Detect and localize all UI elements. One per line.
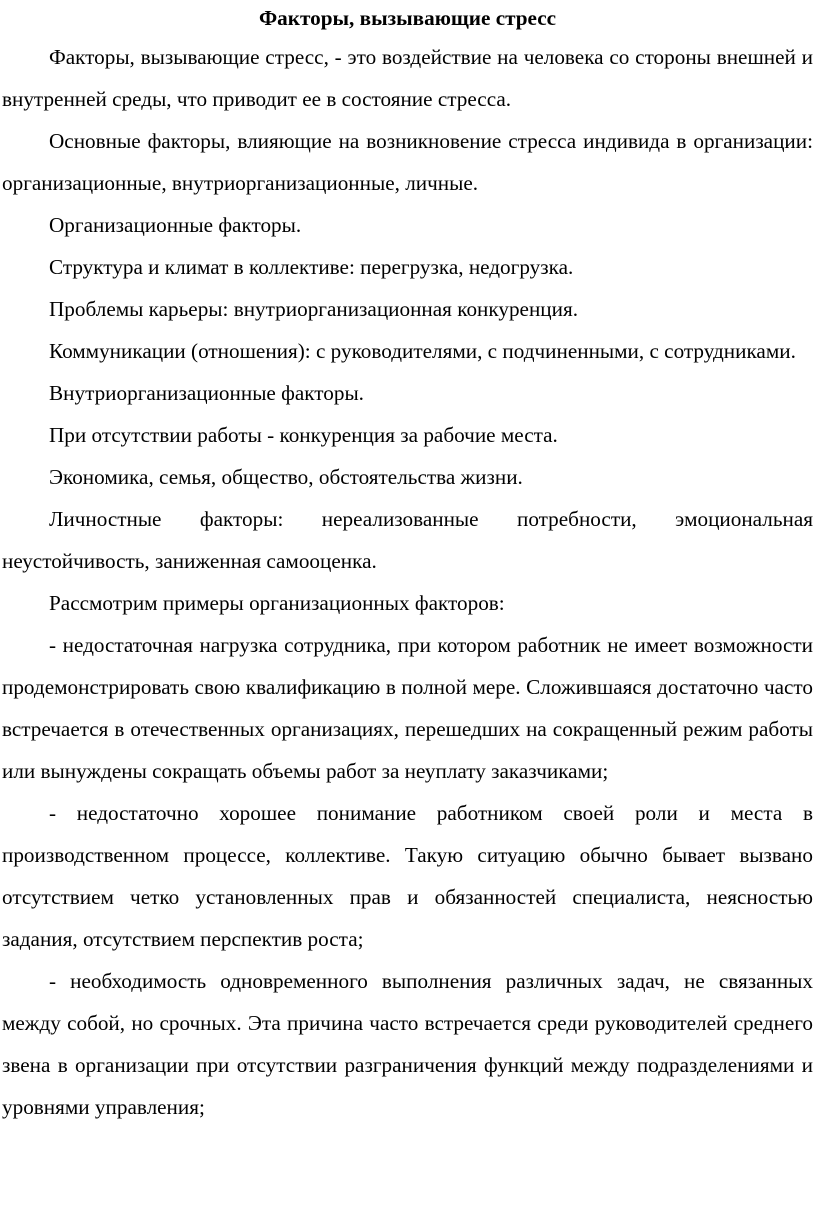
paragraph-role-understanding: - недостаточно хорошее понимание работником своей роли и места в производственном процессе, коллективе. Такую ситуацию обычно бывает вызвано отсутствием четко установленных прав и обязанностей специалиста, неясностью задания, отсутствием перспектив роста; <box>2 801 813 951</box>
paragraph-organizational-heading: Организационные факторы. <box>49 213 302 237</box>
paragraph-economy-family: Экономика, семья, общество, обстоятельства жизни. <box>49 465 523 489</box>
paragraph-examples-intro: Рассмотрим примеры организационных факторов: <box>49 591 505 615</box>
paragraph-intraorganizational-heading: Внутриорганизационные факторы. <box>49 381 364 405</box>
document-title: Факторы, вызывающие стресс <box>258 6 557 30</box>
paragraph-simultaneous-tasks: - необходимость одновременного выполнения различных задач, не связанных между собой, но срочных. Эта причина часто встречается среди руководителей среднего звена в организации при отсутствии разграничения функций между подразделениями и уровнями управления; <box>2 969 813 1119</box>
paragraph-career-problems: Проблемы карьеры: внутриорганизационная конкуренция. <box>49 297 579 321</box>
paragraph-personal-factors: Личностные факторы: нереализованные потребности, эмоциональная неустойчивость, заниженная самооценка. <box>2 507 813 573</box>
paragraph-structure-climate: Структура и климат в коллективе: перегрузка, недогрузка. <box>49 255 574 279</box>
paragraph-definition: Факторы, вызывающие стресс, - это воздействие на человека со стороны внешней и внутренней среды, что приводит ее в состояние стресса. <box>2 45 813 111</box>
paragraph-main-factors: Основные факторы, влияющие на возникновение стресса индивида в организации: организационные, внутриорганизационные, личные. <box>2 129 813 195</box>
paragraph-no-work: При отсутствии работы - конкуренция за рабочие места. <box>49 423 558 447</box>
paragraph-insufficient-load: - недостаточная нагрузка сотрудника, при котором работник не имеет возможности продемонстрировать свою квалификацию в полной мере. Сложившаяся достаточно часто встречается в отечественных организациях, перешедших на сокращенный режим работы или вынуждены сокращать объемы работ за неуплату заказчиками; <box>2 633 813 783</box>
paragraph-communications: Коммуникации (отношения): с руководителями, с подчиненными, с сотрудниками. <box>49 339 796 363</box>
